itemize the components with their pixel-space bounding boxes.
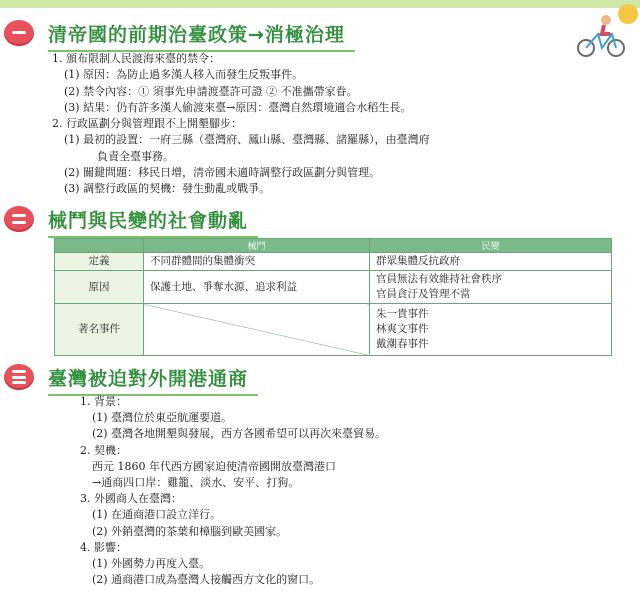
table-cell (144, 271, 370, 304)
cell-text: 群眾集體反抗政府 (376, 255, 460, 267)
list-item: 負責全臺事務。 (97, 149, 174, 163)
row-label-definition: 定義 (55, 253, 144, 271)
list-item: (2) 通商港口成為臺灣人接觸西方文化的窗口。 (92, 573, 321, 587)
cell-text: 戴潮春事件 (376, 338, 429, 350)
section-three-title: 臺灣被迫對外開港通商 (48, 364, 248, 391)
cell-text: 林爽文事件 (376, 323, 429, 335)
list-item: (1) 臺灣位於東亞航運要道。 (92, 411, 233, 425)
list-item: (1) 外國勢力再度入臺。 (92, 557, 211, 571)
comparison-table (54, 238, 612, 356)
list-item: (1) 原因：為防止過多漢人移入而發生反叛事件。 (64, 68, 304, 82)
list-item: (2) 臺灣各地開墾與發展，西方各國希望可以再次來臺貿易。 (92, 427, 387, 441)
list-item: (3) 調整行政區的契機：發生動亂或戰爭。 (64, 182, 271, 196)
list-item: 西元 1860 年代西方國家迫使清帝國開放臺灣港口 (92, 459, 336, 473)
list-item: 4. 影響： (80, 540, 127, 554)
list-item: 1. 背景： (80, 395, 127, 408)
table-cell-empty-diagonal (144, 304, 370, 356)
row-label-cause: 原因 (55, 271, 144, 304)
list-item: (1) 在通商港口設立洋行。 (92, 508, 222, 522)
table-header-uprising: 民變 (370, 239, 612, 253)
section-three-list (80, 394, 386, 588)
list-item: 2. 行政區劃分與管理跟不上開墾腳步： (52, 117, 242, 131)
list-item: (2) 關鍵問題：移民日增，清帝國未適時調整行政區劃分與管理。 (64, 166, 381, 180)
section-two-title: 械鬥與民變的社會動亂 (48, 206, 248, 233)
cell-text: 官員無法有效維持社會秩序 (376, 273, 502, 285)
section-number-one-badge (4, 20, 34, 46)
cell-text: 朱一貴事件 (376, 308, 429, 320)
section-two-header (4, 204, 248, 234)
section-one-list (52, 51, 430, 198)
table-cell (370, 271, 612, 304)
bicycle-decoration-icon (572, 0, 640, 58)
table-cell (370, 253, 612, 271)
list-item: (3) 結果：仍有許多漢人偷渡來臺→原因：臺灣自然環境適合水稻生長。 (64, 100, 412, 114)
table-header-blank (55, 239, 144, 253)
list-item: (2) 禁令內容：① 須事先申請渡臺許可證 ② 不准攜帶家眷。 (64, 84, 358, 98)
table-cell (370, 304, 612, 356)
table-cell (144, 253, 370, 271)
cell-text: 不同群體間的集體衝突 (150, 255, 255, 267)
section-number-two-badge (4, 206, 34, 232)
table-row (55, 271, 612, 304)
list-item: →通商四口岸：雞籠、淡水、安平、打狗。 (92, 476, 300, 490)
cell-text: 官員貪汙及管理不當 (376, 288, 471, 300)
list-item: 2. 契機： (80, 443, 127, 457)
list-item: (2) 外銷臺灣的茶葉和樟腦到歐美國家。 (92, 524, 288, 538)
section-one-title: 清帝國的前期治臺政策→消極治理 (48, 20, 345, 47)
section-three-header (4, 362, 248, 392)
table-header-feud: 械鬥 (144, 239, 370, 253)
cell-text: 保護土地、爭奪水源、追求利益 (150, 280, 297, 293)
list-item: (1) 最初的設置：一府三縣（臺灣府、鳳山縣、臺灣縣、諸羅縣），由臺灣府 (64, 133, 430, 147)
section-one-header (4, 18, 345, 48)
top-decor-band (0, 0, 640, 8)
list-item: 3. 外國商人在臺灣： (80, 492, 182, 506)
table-row (55, 253, 612, 271)
table-row (55, 304, 612, 356)
section-number-three-badge (4, 364, 34, 390)
row-label-famous-events: 著名事件 (55, 304, 144, 356)
list-item: 1. 頒布限制人民渡海來臺的禁令： (52, 52, 220, 65)
